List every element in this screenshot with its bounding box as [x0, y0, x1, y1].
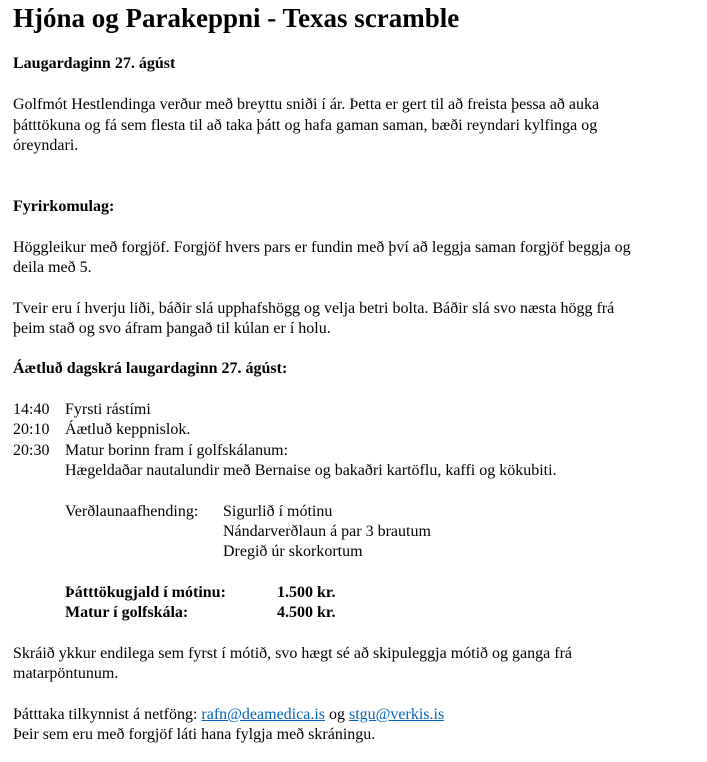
contact-connector: og: [328, 706, 345, 723]
meal-description: Hægeldaðar nautalundir með Bernaise og bakaðri kartöflu, kaffi og kökubiti.: [65, 462, 557, 479]
email-link-stgu[interactable]: stgu@verkis.is: [348, 706, 445, 723]
intro-line-2: þátttökuna og fá sem flesta til að taka þátt og hafa gaman saman, bæði reyndari kylfinga og: [13, 117, 598, 134]
fee-label: Matur í golfskála:: [65, 604, 189, 621]
signup-line-2: matarpöntunum.: [13, 665, 119, 682]
format-heading: Fyrirkomulag:: [13, 198, 115, 215]
intro-line-1: Golfmót Hestlendinga verður með breyttu sniði í ár. Þetta er gert til að freista þessa að auka: [13, 96, 600, 113]
format-p1-line-2: deila með 5.: [13, 259, 92, 276]
prizes-label: Verðlaunaafhending:: [65, 503, 199, 520]
email-link-rafn[interactable]: rafn@deamedica.is: [201, 706, 325, 723]
fee-amount: 1.500 kr.: [277, 584, 336, 601]
intro-line-3: óreyndari.: [13, 137, 79, 154]
schedule-heading: Áætluð dagskrá laugardaginn 27. ágúst:: [13, 360, 288, 377]
schedule-text: Fyrsti rástími: [65, 401, 151, 418]
schedule-time: 20:30: [13, 442, 50, 459]
schedule-text: Matur borinn fram í golfskálanum:: [65, 442, 289, 459]
date-heading: Laugardaginn 27. ágúst: [13, 55, 176, 72]
contact-line: [13, 705, 444, 725]
fee-label: Þátttökugjald í mótinu:: [65, 584, 226, 601]
format-p2-line-2: þeim stað og svo áfram þangað til kúlan er í holu.: [13, 320, 331, 337]
prize-item: Dregið úr skorkortum: [223, 543, 363, 560]
contact-note: Þeir sem eru með forgjöf láti hana fylgja með skráningu.: [13, 726, 376, 743]
format-p2-line-1: Tveir eru í hverju liði, báðir slá upphafshögg og velja betri bolta. Báðir slá svo næsta högg frá: [13, 300, 615, 317]
prize-item: Nándarverðlaun á par 3 brautum: [223, 523, 431, 540]
schedule-time: 20:10: [13, 421, 50, 438]
page-title: Hjóna og Parakeppni - Texas scramble: [13, 3, 460, 33]
format-p1-line-1: Höggleikur með forgjöf. Forgjöf hvers pars er fundin með því að leggja saman forgjöf beggja og: [13, 239, 631, 256]
schedule-text: Áætluð keppnislok.: [65, 421, 191, 438]
schedule-time: 14:40: [13, 401, 50, 418]
signup-line-1: Skráið ykkur endilega sem fyrst í mótið, svo hægt sé að skipuleggja mótið og ganga frá: [13, 645, 573, 662]
contact-prefix: Þátttaka tilkynnist á netföng:: [13, 706, 198, 723]
prize-item: Sigurlið í mótinu: [223, 503, 333, 520]
fee-amount: 4.500 kr.: [277, 604, 336, 621]
